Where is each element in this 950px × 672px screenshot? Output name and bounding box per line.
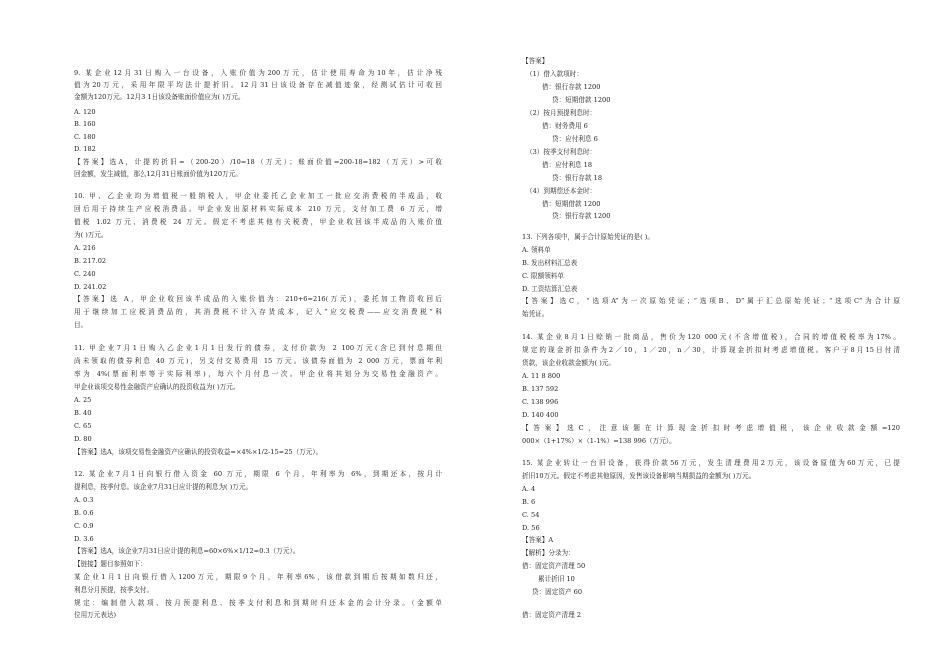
text-line: （2）按月预提利息时： [526,109,597,117]
text-line: 提利息，按季付息。该企业7月31日应计提的利息为( )万元。 [74,483,253,491]
text-line: 贷：银行存款 1200 [552,212,611,220]
text-line: 尚未领取的债券利息 40 万元)，另支付交易费用 15 万元。该债券面值为 2 000 万元，票面年利 [74,357,442,365]
text-line: D. 241.02 [74,283,107,291]
text-line: 借：应付利息 18 [542,161,593,169]
text-line: 12. 某企业7月1日向银行借入资金 60 万元，期限 6 个月，年利率为 6%，到期还本，按月计 [74,470,442,478]
text-line: C. 54 [522,511,540,519]
text-line: 始凭证。 [522,310,549,318]
text-line: 【答案】 [522,57,549,65]
text-line: 规定：编制借入款项、按月预提利息、按季支付利息和到期时归还本金的会计分录。（金额单 [74,599,442,607]
text-line: 借：固定资产清理 50 [522,562,586,570]
text-line: （4）到期偿还本金时： [526,187,597,195]
text-line: D. 工资结算汇总表 [522,285,578,293]
text-line: （1）借入款项时： [526,70,583,78]
text-line: 【答案】选 A，甲企业收回该半成品的入账价值为：210+6=216(万元)，委托加工物资收回后 [74,295,442,303]
text-line: D. 3.6 [74,535,94,543]
text-line: 【答案】选A，该项交易性金融资产应确认的投资收益=×4%×1/2-15=25（万元）。 [74,448,323,456]
text-line: 贷：固定资产 60 [532,588,583,596]
text-line: A. 25 [74,396,92,404]
text-line: 目。 [74,321,88,329]
text-line: 金额为120万元。12月3 1日该设备账面价值应为( )万元。 [74,93,245,101]
text-line: 位用万元表达) [74,611,117,619]
text-line: 【答案】选C，“选项A”为一次原始凭证；“选项B、D”属于汇总原始凭证；“选项C”为合计原 [522,297,900,305]
text-line: 货款，该企业收款金额为( )元。 [522,359,615,367]
text-line: 利息分月预提，按季支付。 [74,586,154,594]
text-line: 000×（1+17%）×（1-1%）=138 996（万元）。 [522,437,676,445]
text-line: A. 11 8 800 [522,372,561,380]
text-line: 贷：银行存款 18 [552,174,603,182]
text-line: B. 40 [74,409,92,417]
text-line: B. 160 [74,120,96,128]
text-line: D. 56 [522,524,540,532]
text-line: 15. 某企业转让一台旧设备，获得价款56万元，发生清理费用2万元，该设备原值为60万元，已提 [522,459,900,467]
text-line: A. 领料单 [522,246,551,254]
text-line: 回后用于持续生产应税消费品。甲企业发出原材料实际成本 210 万元，支付加工费 6 万元，增 [74,205,442,213]
text-line: 【答案】选C，注意该题在计算现金折扣时考虑增值税，该企业收款金额=120 [522,424,900,432]
text-line: 借：固定资产清理 2 [522,611,582,619]
text-line: 11. 甲企业7月1日购入乙企业1月1日发行的债券，支付价款为 2 100万元(含已到付息期但 [74,344,442,352]
text-line: 【答案】选A，该企业7月31日应计提的利息=60×6%×1/12=0.3（万元）。 [74,547,300,555]
text-line: 14. 某企业8月1日赊销一批商品，售价为120 000元(不含增值税)，合同的增值税税率为17%。 [522,333,900,341]
text-line: 回金额，发生减值，那么12月31日账面价值为120万元。 [74,170,242,178]
text-line: B. 137 592 [522,385,559,393]
text-line: A. 0.3 [74,496,94,504]
text-line: 13. 下列各项中，属于合计原始凭证的是( )。 [522,233,654,241]
text-line: B. 0.6 [74,509,94,517]
text-line: 贷：应付利息 6 [552,135,598,143]
text-line: 借：财务费用 6 [542,122,588,130]
text-line: 为( )万元。 [74,231,108,239]
text-line: 率为 4%(票面利率等于实际利率)，每六个月付息一次。甲企业将其划分为交易性金融资产。 [74,370,442,378]
text-line: A. 4 [522,485,536,493]
text-line: D. 80 [74,435,92,443]
text-line: 贷：短期借款 1200 [552,96,611,104]
text-line: D. 182 [74,145,96,153]
text-line: 折旧10万元。假定不考虑其他原因，发售该设备影响当期损益的金额为( )万元。 [522,472,756,480]
text-line: C. 限额领料单 [522,272,564,280]
text-line: C. 0.9 [74,522,94,530]
text-line: 值税 1.02 万元、消费税 24 万元。假定不考虑其他有关税费，甲企业收回该半成品的入账价值 [74,218,442,226]
text-line: 【答案】A [522,536,554,544]
text-line: C. 138 996 [522,398,559,406]
text-line: 【答案】选A，计提的折旧=（200-20）/10=18（万元）；账面价值=200-18=182（万元）>可收 [74,158,442,166]
text-line: 值为20万元，采用年限平均法计提折旧。12月31日该设备存在减值迹象，经测试估计可收回 [74,81,442,89]
text-line: A. 216 [74,244,96,252]
text-line: 规定的现金折扣条件为2／10，1／20，n／30，计算现金折扣时考虑增值税。客户于8月15日付清 [522,346,900,354]
text-line: A. 120 [74,108,96,116]
text-line: （3）按季支付利息时： [526,148,597,156]
text-line: 某企业1月1日向银行借入1200万元，期限9个月，年利率6%，该借款到期后按期如数归还， [74,573,442,581]
text-line: 借：短期借款 1200 [542,200,601,208]
text-line: B. 217.02 [74,257,107,265]
text-line: C. 240 [74,270,96,278]
text-line: C. 65 [74,422,92,430]
text-line: 甲企业该项交易性金融资产应确认的投资收益为( )万元。 [74,383,240,391]
text-line: B. 发出材料汇总表 [522,259,578,267]
text-line: 【链接】题目参照如下： [74,560,147,568]
text-line: B. 6 [522,498,536,506]
text-line: D. 140 400 [522,411,559,419]
text-line: 10. 甲、乙企业均为增值税一般纳税人，甲企业委托乙企业加工一批应交消费税的半成品，收 [74,192,442,200]
text-line: C. 180 [74,133,96,141]
text-line: 借：银行存款 1200 [542,83,601,91]
text-line: 9. 某企业12月31日购入一台设备，入账价值为200万元，估计使用寿命为10年，估计净残 [74,69,442,77]
text-line: 累计折旧 10 [538,575,575,583]
text-line: 用于继续加工应税消费品的，其消费税不计入存货成本，记入“应交税费——应交消费税”科 [74,308,442,316]
text-line: 【解析】分录为： [522,549,575,557]
